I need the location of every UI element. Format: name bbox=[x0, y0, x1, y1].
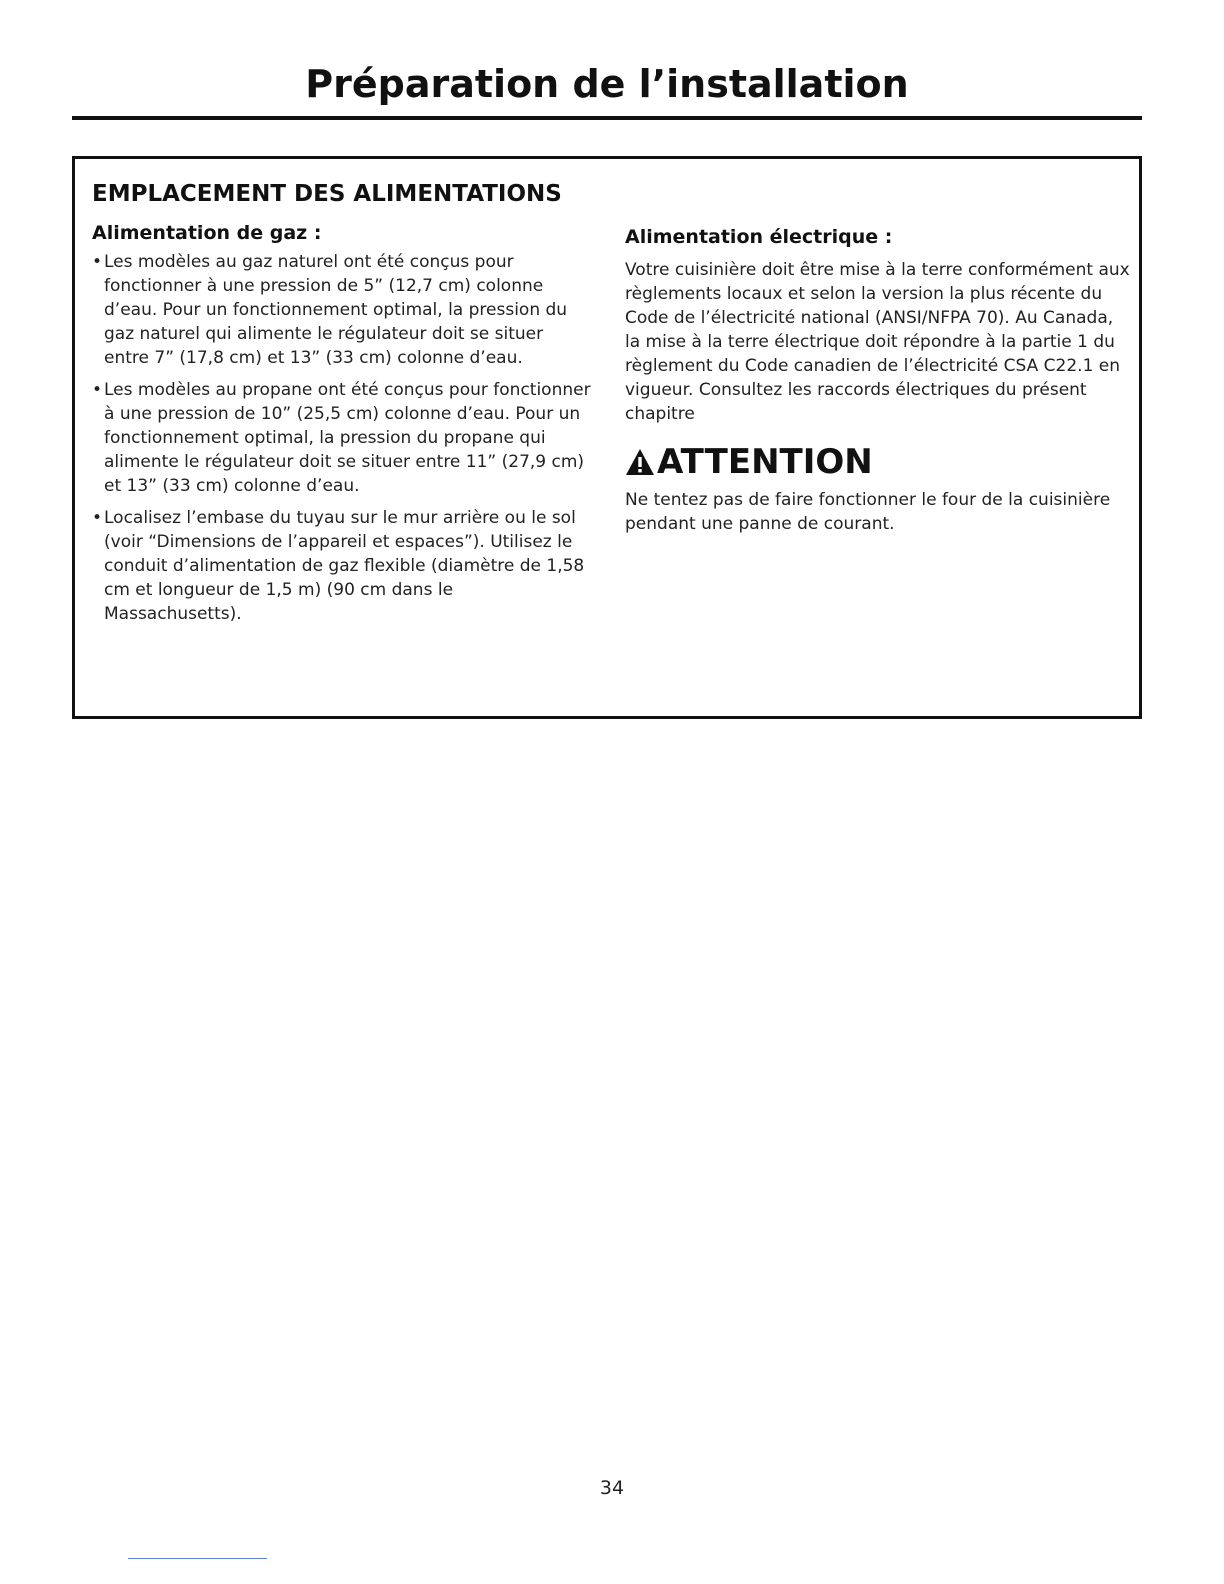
electric-supply-column bbox=[625, 222, 1130, 536]
electric-supply-heading: Alimentation électrique : bbox=[625, 226, 893, 248]
page-title: Préparation de l’installation bbox=[305, 62, 909, 106]
bullet-icon: • bbox=[92, 380, 103, 400]
list-item bbox=[92, 506, 592, 626]
title-rule bbox=[72, 116, 1142, 120]
attention-text: Ne tentez pas de faire fonctionner le four de la cuisinière pendant une panne de courant. bbox=[625, 490, 1111, 534]
gas-supply-list bbox=[92, 250, 592, 626]
list-item bbox=[92, 378, 592, 498]
electric-supply-text: Votre cuisinière doit être mise à la terre conformément aux règlements locaux et selon la version la plus récente du Code de l’électricité national (ANSI/NFPA 70). Au Canada, la mise à la terre électrique doit répondre à la partie 1 du règlement du Code canadien de l’électricité CSA C22.1 en vigueur. Consultez les raccords électriques du présent chapitre bbox=[625, 260, 1130, 424]
bullet-icon: • bbox=[92, 508, 103, 528]
gas-supply-heading: Alimentation de gaz : bbox=[92, 222, 322, 244]
warning-triangle-icon bbox=[625, 448, 655, 476]
gas-supply-column bbox=[92, 222, 592, 634]
list-item-text: Les modèles au propane ont été conçus pour fonctionner à une pression de 10” (25,5 cm) colonne d’eau. Pour un fonctionnement optimal, la pression du propane qui alimente le régulateur doit se situer entre 11” (27,9 cm) et 13” (33 cm) colonne d’eau. bbox=[104, 380, 591, 496]
list-item-text: Localisez l’embase du tuyau sur le mur arrière ou le sol (voir “Dimensions de l’appareil et espaces”). Utilisez le conduit d’alimentation de gaz flexible (diamètre de 1,58 cm et longueur de 1,5 m) (90 cm dans le Massachusetts). bbox=[104, 508, 585, 624]
bullet-icon: • bbox=[92, 252, 103, 272]
list-item bbox=[92, 250, 592, 370]
section-heading: EMPLACEMENT DES ALIMENTATIONS bbox=[92, 181, 562, 207]
supply-location-box bbox=[72, 156, 1142, 719]
attention-label: ATTENTION bbox=[657, 442, 873, 482]
list-item-text: Les modèles au gaz naturel ont été conçus pour fonctionner à une pression de 5” (12,7 cm) colonne d’eau. Pour un fonctionnement optimal, la pression du gaz naturel qui alimente le régulateur doit se situer entre 7” (17,8 cm) et 13” (33 cm) colonne d’eau. bbox=[104, 252, 568, 368]
attention-heading bbox=[625, 442, 1130, 482]
page-number: 34 bbox=[599, 1477, 625, 1499]
footer-link-line bbox=[128, 1558, 267, 1559]
